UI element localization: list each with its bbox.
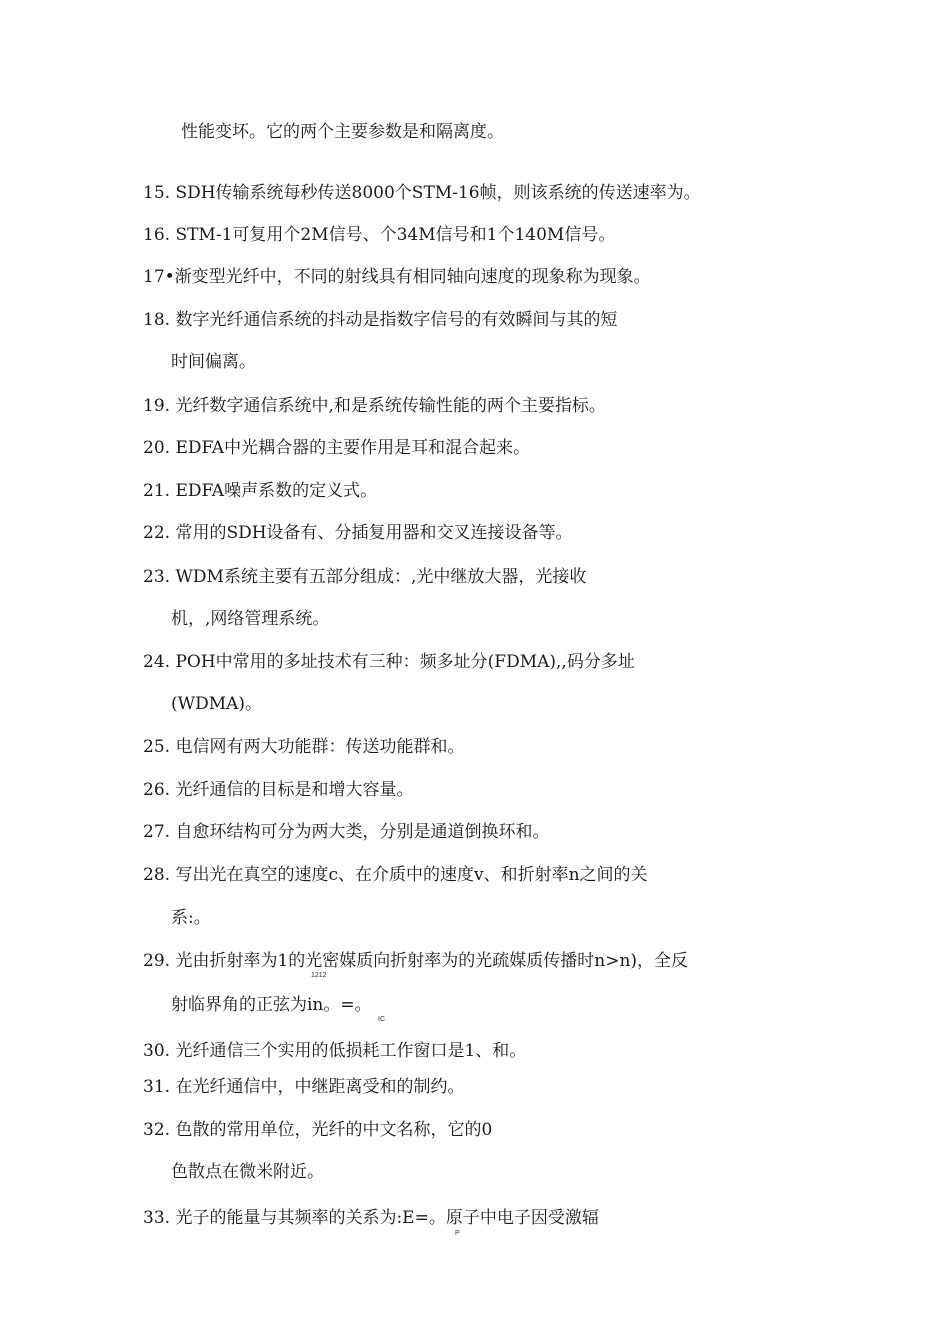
question-25: 25. 电信网有两大功能群：传送功能群和。 bbox=[143, 737, 465, 757]
question-18-cont: 时间偏离。 bbox=[171, 352, 256, 372]
question-23: 23. WDM系统主要有五部分组成：,光中继放大器，光接收 bbox=[143, 567, 587, 587]
question-24: 24. POH中常用的多址技术有三种：频多址分(FDMA),,码分多址 bbox=[143, 652, 635, 672]
question-21: 21. EDFA噪声系数的定义式。 bbox=[143, 481, 378, 501]
question-31: 31. 在光纤通信中，中继距离受和的制约。 bbox=[143, 1077, 465, 1097]
question-30: 30. 光纤通信三个实用的低损耗工作窗口是1、和。 bbox=[143, 1041, 527, 1061]
subscript-note: IC bbox=[378, 1016, 385, 1023]
question-28-cont: 系:。 bbox=[171, 908, 211, 928]
question-15: 15. SDH传输系统每秒传送8000个STM-16帧，则该系统的传送速率为。 bbox=[143, 183, 701, 203]
subscript-note: P bbox=[455, 1230, 460, 1237]
question-23-cont: 机，,网络管理系统。 bbox=[171, 609, 330, 629]
question-18: 18. 数字光纤通信系统的抖动是指数字信号的有效瞬间与其的短 bbox=[143, 310, 618, 330]
question-32-cont: 色散点在微米附近。 bbox=[171, 1162, 324, 1182]
question-19: 19. 光纤数字通信系统中,和是系统传输性能的两个主要指标。 bbox=[143, 396, 606, 416]
question-16: 16. STM-1可复用个2M信号、个34M信号和1个140M信号。 bbox=[143, 225, 616, 245]
text-line-cont-14: 性能变坏。它的两个主要参数是和隔离度。 bbox=[181, 122, 504, 142]
question-32: 32. 色散的常用单位，光纤的中文名称，它的0 bbox=[143, 1120, 493, 1140]
question-24-cont: (WDMA)。 bbox=[171, 694, 263, 714]
question-33: 33. 光子的能量与其频率的关系为:E=。原子中电子因受激辐 bbox=[143, 1208, 599, 1228]
question-29: 29. 光由折射率为1的光密媒质向折射率为的光疏媒质传播时n>n)，全反 bbox=[143, 951, 689, 971]
question-28: 28. 写出光在真空的速度c、在介质中的速度v、和折射率n之间的关 bbox=[143, 865, 648, 885]
question-22: 22. 常用的SDH设备有、分插复用器和交叉连接设备等。 bbox=[143, 523, 573, 543]
subscript-note: 1212 bbox=[311, 972, 327, 979]
question-29-cont: 射临界角的正弦为in。=。 bbox=[171, 995, 372, 1015]
question-27: 27. 自愈环结构可分为两大类，分别是通道倒换环和。 bbox=[143, 822, 550, 842]
question-26: 26. 光纤通信的目标是和增大容量。 bbox=[143, 780, 414, 800]
question-17: 17•渐变型光纤中，不同的射线具有相同轴向速度的现象称为现象。 bbox=[143, 267, 651, 287]
question-20: 20. EDFA中光耦合器的主要作用是耳和混合起来。 bbox=[143, 438, 531, 458]
